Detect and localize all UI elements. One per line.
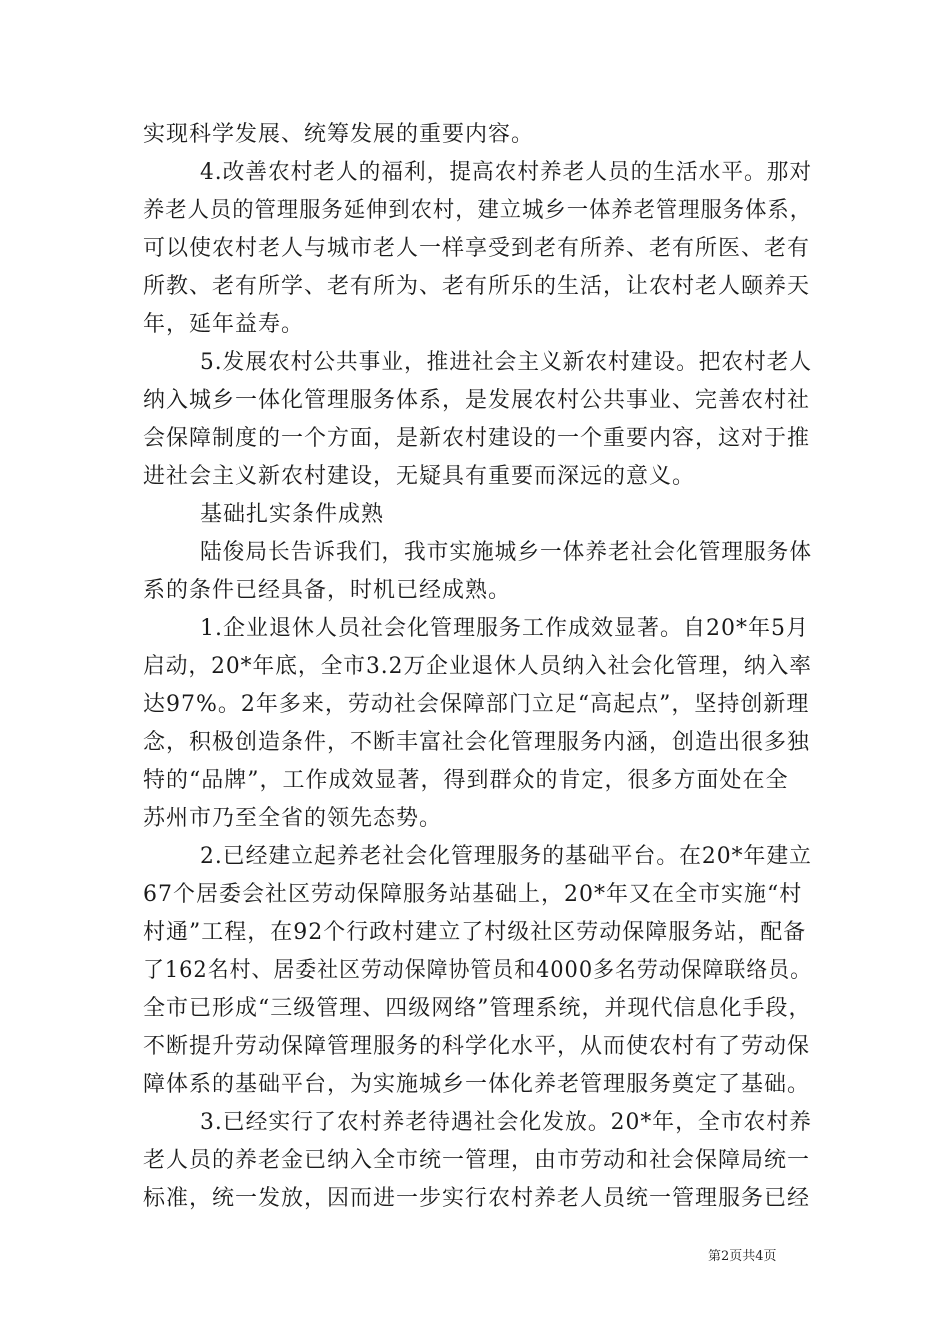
- text-line: 实现科学发展、统筹发展的重要内容。: [143, 122, 535, 147]
- text-line: 可以使农村老人与城市老人一样享受到老有所养、老有所医、老有: [143, 236, 811, 261]
- text-line: 年，延年益寿。: [143, 312, 305, 337]
- paragraph-start: 3.已经实行了农村养老待遇社会化发放。20*年，全市农村养: [200, 1110, 812, 1135]
- text-line: 养老人员的管理服务延伸到农村，建立城乡一体养老管理服务体系，: [143, 198, 813, 223]
- text-line: 启动，20*年底，全市3.2万企业退休人员纳入社会化管理，纳入率: [143, 654, 812, 679]
- text-line: 全市已形成“三级管理、四级网络”管理系统，并现代信息化手段，: [143, 996, 812, 1021]
- page-number: 第2页共4页: [708, 1249, 777, 1264]
- text-line: 达97%。2年多来，劳动社会保障部门立足“高起点”，坚持创新理: [143, 692, 810, 717]
- text-line: 标准，统一发放，因而进一步实行农村养老人员统一管理服务已经: [143, 1186, 811, 1211]
- text-line: 所教、老有所学、老有所为、老有所乐的生活，让农村老人颐养天: [143, 274, 811, 299]
- text-line: 系的条件已经具备，时机已经成熟。: [143, 578, 512, 603]
- text-line: 老人员的养老金已纳入全市统一管理，由市劳动和社会保障局统一: [143, 1148, 811, 1173]
- paragraph-start: 5.发展农村公共事业，推进社会主义新农村建设。把农村老人: [200, 350, 812, 375]
- paragraph-start: 1.企业退休人员社会化管理服务工作成效显著。自20*年5月: [200, 616, 809, 641]
- text-line: 念，积极创造条件，不断丰富社会化管理服务内涵，创造出很多独: [143, 730, 811, 755]
- text-line: 纳入城乡一体化管理服务体系，是发展农村公共事业、完善农村社: [143, 388, 811, 413]
- text-line: 会保障制度的一个方面，是新农村建设的一个重要内容，这对于推: [143, 426, 811, 451]
- paragraph-start: 4.改善农村老人的福利，提高农村养老人员的生活水平。那对: [200, 160, 812, 185]
- text-line: 特的“品牌”，工作成效显著，得到群众的肯定，很多方面处在全: [143, 768, 789, 793]
- text-line: 67个居委会社区劳动保障服务站基础上，20*年又在全市实施“村: [143, 882, 803, 907]
- text-line: 障体系的基础平台，为实施城乡一体化养老管理服务奠定了基础。: [143, 1072, 811, 1097]
- paragraph-start: 陆俊局长告诉我们，我市实施城乡一体养老社会化管理服务体: [200, 540, 813, 565]
- paragraph-start: 2.已经建立起养老社会化管理服务的基础平台。在20*年建立: [200, 844, 812, 869]
- section-heading: 基础扎实条件成熟: [200, 502, 385, 527]
- text-line: 不断提升劳动保障管理服务的科学化水平，从而使农村有了劳动保: [143, 1034, 811, 1059]
- text-line: 进社会主义新农村建设，无疑具有重要而深远的意义。: [143, 464, 696, 489]
- text-line: 苏州市乃至全省的领先态势。: [143, 806, 443, 831]
- text-line: 村通”工程，在92个行政村建立了村级社区劳动保障服务站，配备: [143, 920, 807, 945]
- text-line: 了162名村、居委社区劳动保障协管员和4000多名劳动保障联络员。: [143, 958, 812, 983]
